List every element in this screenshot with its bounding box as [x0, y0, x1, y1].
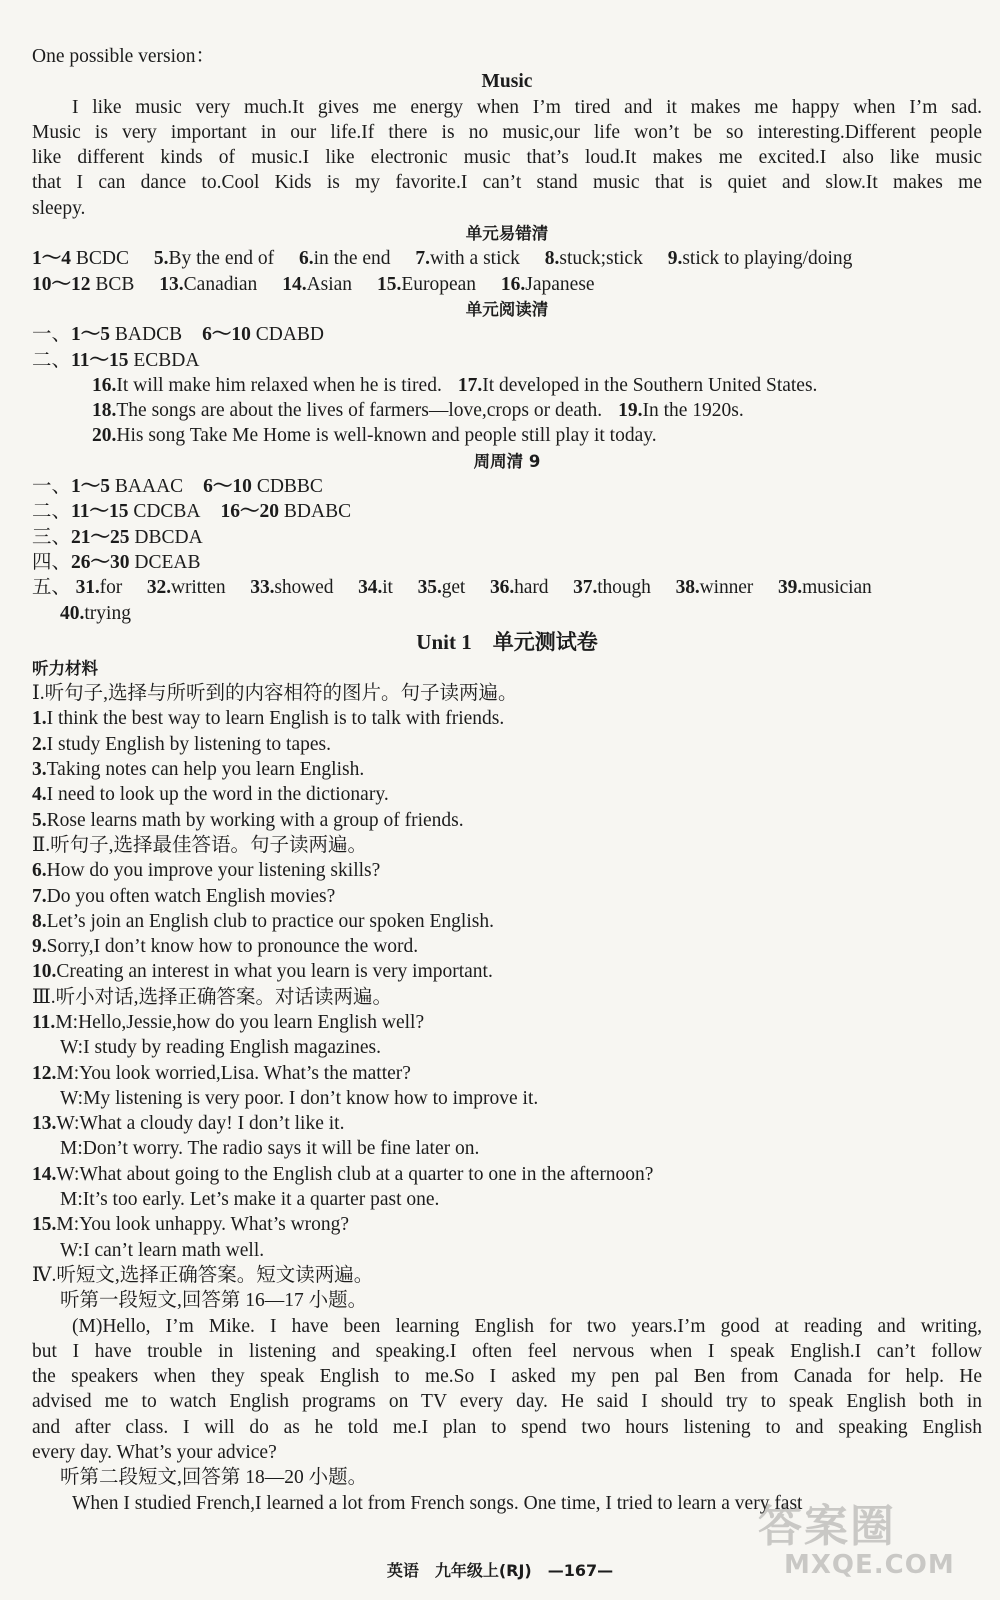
- dialogue-line: 12.M:You look worried,Lisa. What’s the matter?: [32, 1062, 411, 1084]
- dialogue-line: M:Don’t worry. The radio says it will be fine later on.: [60, 1138, 480, 1160]
- passage-line: When I studied French,I learned a lot from French songs. One time, I tried to learn a very fast: [72, 1492, 803, 1514]
- dialogue-line: W:I study by reading English magazines.: [60, 1037, 381, 1059]
- sub-heading: 听第二段短文,回答第 18—20 小题。: [60, 1467, 368, 1489]
- sentence-item: 4.I need to look up the word in the dictionary.: [32, 784, 389, 806]
- section-title-weekly: 周周清 9: [473, 451, 541, 471]
- answer-row: 一、1～5 BAAAC 6～10 CDBBC: [32, 476, 323, 498]
- answer-row: 10～12 BCB 13.Canadian 14.Asian 15.European 16.Japanese: [32, 273, 595, 295]
- sentence-item: 6.How do you improve your listening skills?: [32, 860, 381, 882]
- essay-title: Music: [481, 71, 533, 93]
- essay-line: I like music very much.It gives me energy when I’m tired and it makes me happy when I’m sad.: [72, 96, 982, 118]
- part-heading: Ⅰ.听句子,选择与所听到的内容相符的图片。句子读两遍。: [32, 683, 518, 705]
- essay-line: sleepy.: [32, 197, 86, 219]
- sentence-item: 7.Do you often watch English movies?: [32, 885, 336, 907]
- essay-line: like different kinds of music.I like electronic music that’s loud.It makes me excited.I also like music: [32, 147, 982, 169]
- section-title-reading: 单元阅读清: [465, 299, 549, 319]
- dialogue-line: 15.M:You look unhappy. What’s wrong?: [32, 1214, 350, 1236]
- answer-row: 五、 31.for 32.written 33.showed 34.it 35.get 36.hard 37.though 38.winner 39.musician: [32, 577, 872, 599]
- answer-row: 18.The songs are about the lives of farmers—love,crops or death. 19.In the 1920s.: [92, 400, 744, 422]
- dialogue-line: W:My listening is very poor. I don’t know how to improve it.: [60, 1087, 539, 1109]
- answer-row: 40.trying: [60, 602, 131, 624]
- part-heading: Ⅱ.听句子,选择最佳答语。句子读两遍。: [32, 834, 368, 856]
- dialogue-line: 11.M:Hello,Jessie,how do you learn English well?: [32, 1011, 425, 1033]
- unit-title: Unit 1 单元测试卷: [416, 629, 598, 654]
- answer-row: 1～4 BCDC 5.By the end of 6.in the end 7.with a stick 8.stuck;stick 9.stick to playing/doing: [32, 248, 853, 270]
- essay-line: Music is very important in our life.If there is no music,our life won’t be so interesting.Different people: [32, 121, 982, 143]
- passage-line: advised me to watch English programs on TV every day. He said I should try to speak English both in: [32, 1391, 982, 1413]
- answer-row: 16.It will make him relaxed when he is tired. 17.It developed in the Southern United States.: [92, 374, 818, 396]
- answer-row: 二、11～15 CDCBA 16～20 BDABC: [32, 501, 352, 523]
- watermark-logo-text: 答案圈: [758, 1501, 896, 1552]
- passage-line: and after class. I will do as he told me.I plan to spend two hours listening to and speaking English: [32, 1416, 982, 1438]
- sentence-item: 2.I study English by listening to tapes.: [32, 733, 331, 755]
- essay-line: that I can dance to.Cool Kids is my favorite.I can’t stand music that is quiet and slow.It makes me: [32, 172, 982, 194]
- intro-line: One possible version：: [32, 46, 216, 67]
- listening-heading: 听力材料: [32, 658, 98, 678]
- part-heading: Ⅲ.听小对话,选择正确答案。对话读两遍。: [32, 986, 393, 1008]
- sentence-item: 10.Creating an interest in what you learn is very important.: [32, 961, 493, 983]
- page-footer: 英语 九年级上(RJ) —167—: [386, 1561, 614, 1580]
- sentence-item: 1.I think the best way to learn English is to talk with friends.: [32, 708, 505, 730]
- watermark-url: MXQE.COM: [784, 1550, 955, 1580]
- answer-row: 二、11～15 ECBDA: [32, 349, 200, 371]
- answer-row: 三、21～25 DBCDA: [32, 526, 203, 548]
- sentence-item: 3.Taking notes can help you learn English.: [32, 759, 365, 781]
- passage-line: the speakers when they speak English to me.So I asked my pen pal Ben from Canada for help. He: [32, 1366, 982, 1388]
- sentence-item: 9.Sorry,I don’t know how to pronounce the word.: [32, 936, 419, 958]
- part-heading: Ⅳ.听短文,选择正确答案。短文读两遍。: [32, 1264, 374, 1286]
- answer-row: 四、26～30 DCEAB: [32, 551, 201, 573]
- dialogue-line: M:It’s too early. Let’s make it a quarter past one.: [60, 1189, 440, 1211]
- section-title-errors: 单元易错清: [465, 224, 549, 244]
- sentence-item: 8.Let’s join an English club to practice our spoken English.: [32, 910, 494, 932]
- sentence-item: 5.Rose learns math by working with a group of friends.: [32, 809, 464, 831]
- dialogue-line: W:I can’t learn math well.: [60, 1239, 265, 1261]
- passage-line: every day. What’s your advice?: [32, 1442, 277, 1464]
- answer-row: 一、1～5 BADCB 6～10 CDABD: [32, 324, 324, 346]
- sub-heading: 听第一段短文,回答第 16—17 小题。: [60, 1290, 368, 1312]
- watermark-logo: [758, 1490, 988, 1595]
- passage-line: but I have trouble in listening and speaking.I often feel nervous when I speak English.I can’t follow: [32, 1340, 982, 1362]
- dialogue-line: 13.W:What a cloudy day! I don’t like it.: [32, 1113, 345, 1135]
- answer-row: 20.His song Take Me Home is well-known and people still play it today.: [92, 425, 657, 447]
- passage-line: (M)Hello, I’m Mike. I have been learning English for two years.I’m good at reading and writing,: [72, 1315, 982, 1337]
- dialogue-line: 14.W:What about going to the English club at a quarter to one in the afternoon?: [32, 1163, 654, 1185]
